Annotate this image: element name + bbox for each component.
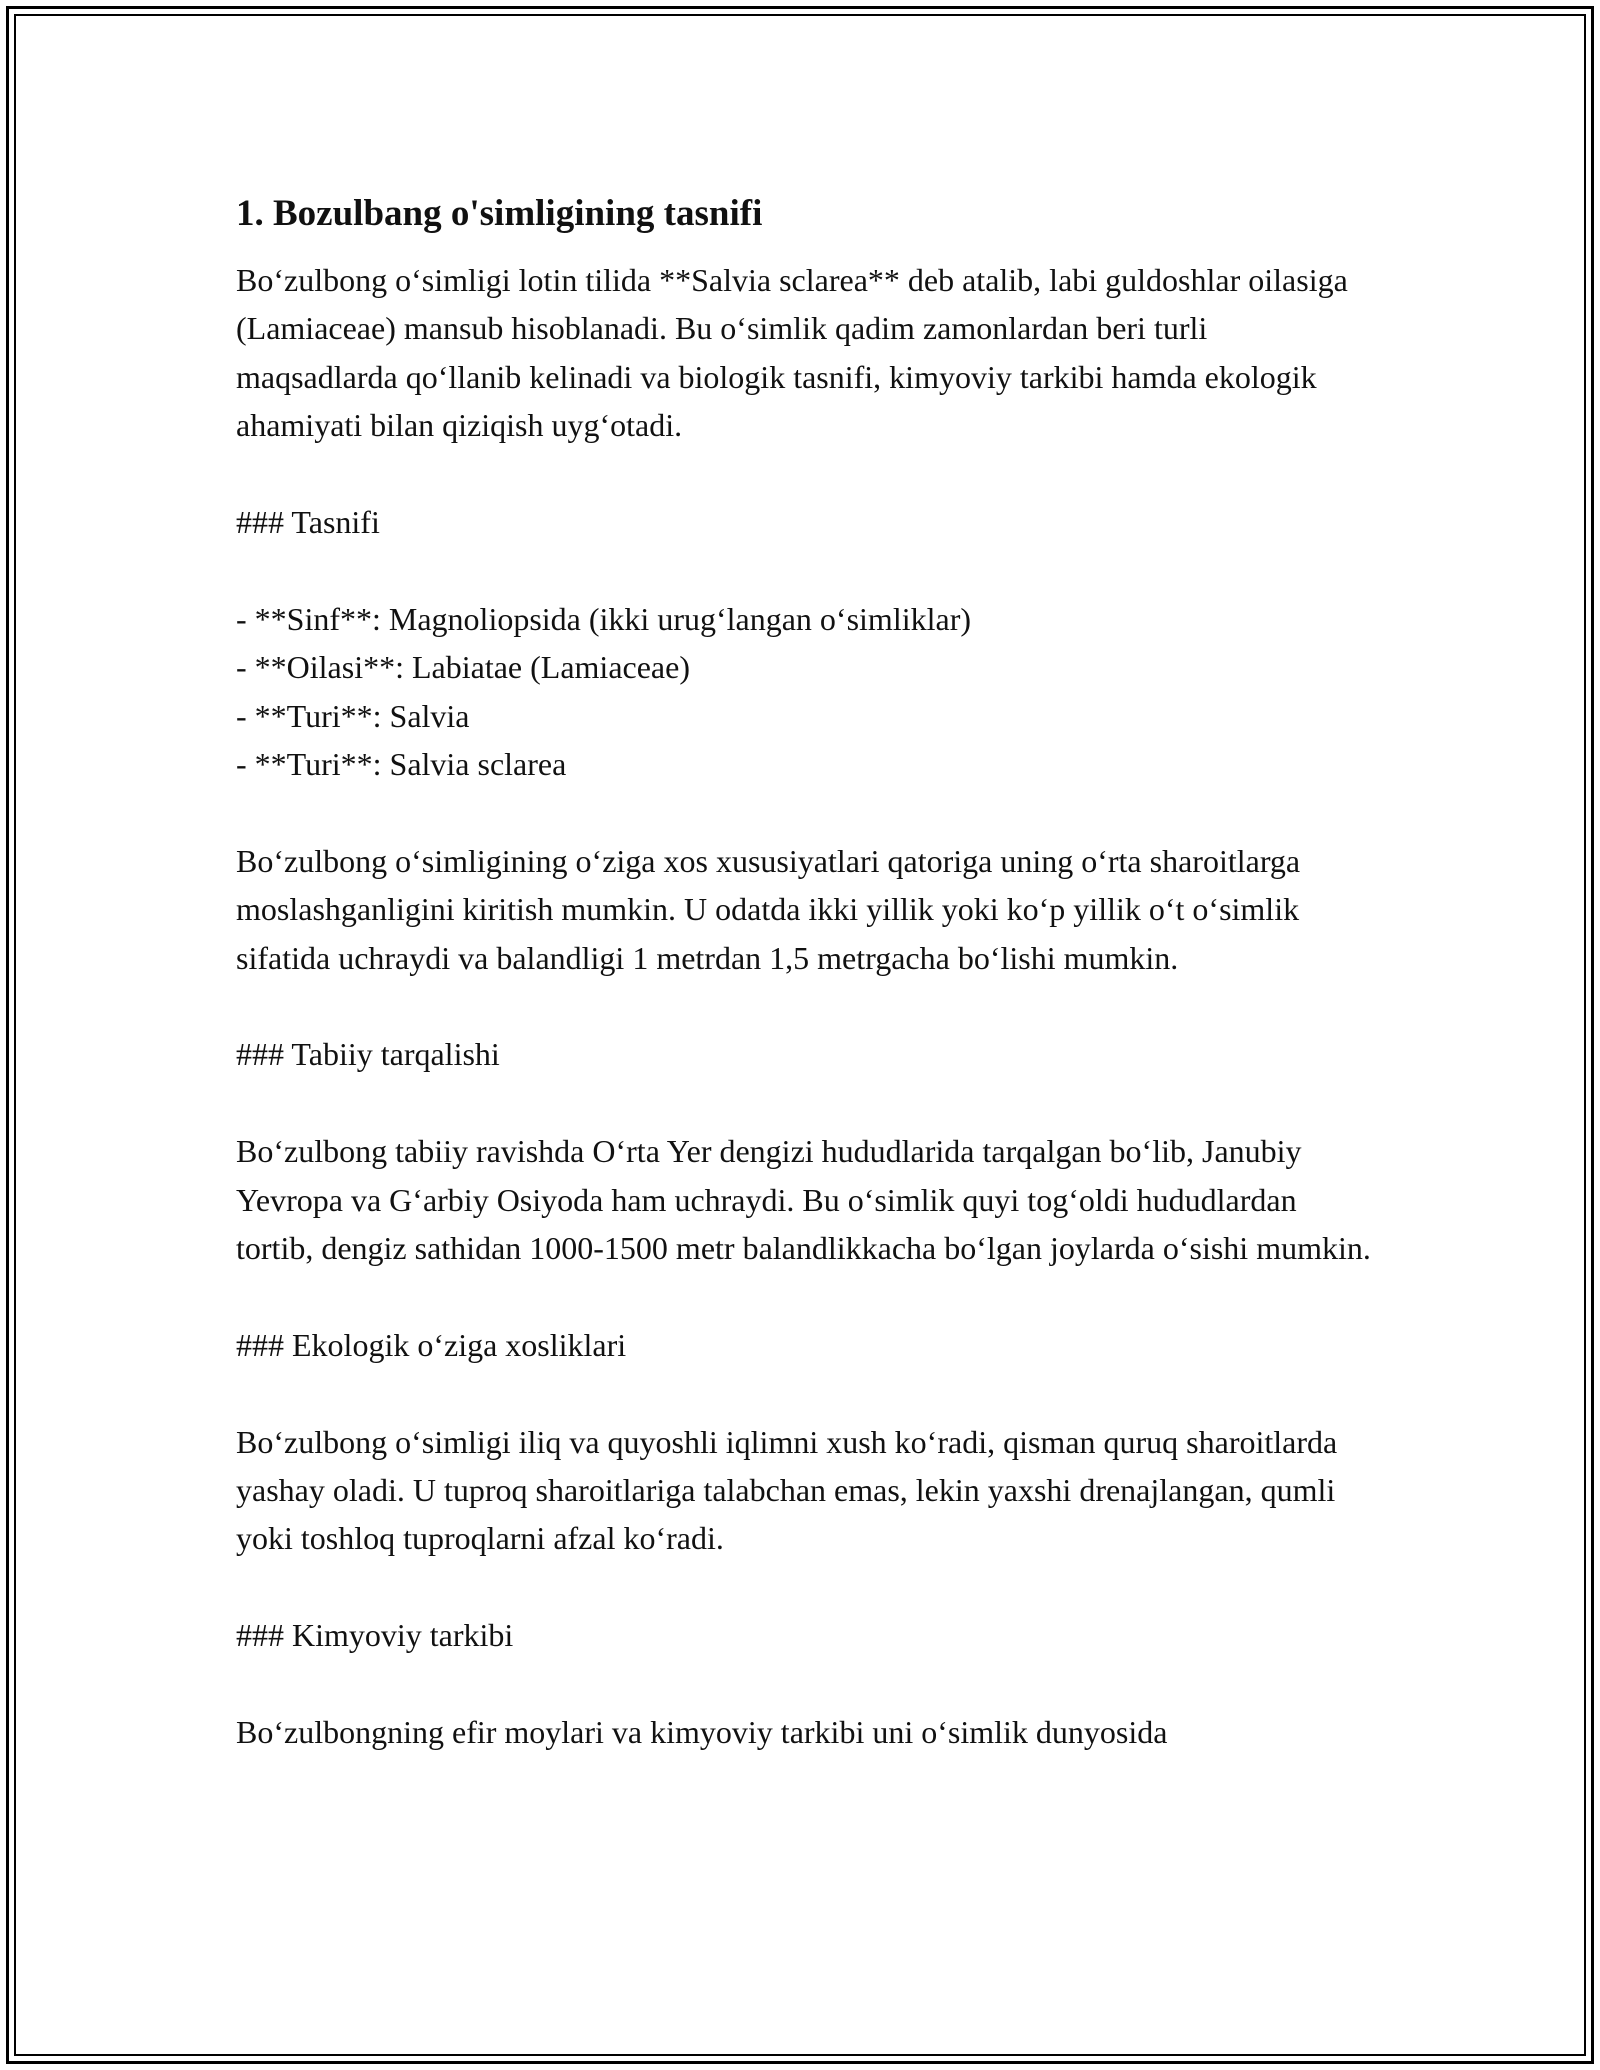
spacer [236,1369,1376,1417]
list-item: - **Turi**: Salvia [236,697,470,734]
spacer [236,1079,1376,1127]
characteristics-paragraph: Bo‘zulbong o‘simligining o‘ziga xos xususiyatlari qatoriga uning o‘rta sharoitlarga moslashganligini kiritish mumkin. U odatda ikki yillik yoki ko‘p yillik o‘t o‘simlik sifatida uchraydi va balandligi 1 metrdan 1,5 metrgacha bo‘lishi mumkin. [236,842,1309,976]
section-heading-tarqalishi: ### Tabiiy tarqalishi [236,1036,500,1073]
document-title: 1. Bozulbang o'simligining tasnifi [236,193,763,234]
spacer [236,1272,1376,1320]
list-item: - **Oilasi**: Labiatae (Lamiaceae) [236,649,690,686]
ecology-paragraph: Bo‘zulbong o‘simligi iliq va quyoshli iqlimni xush ko‘radi, qisman quruq sharoitlarda yashay oladi. U tuproq sharoitlariga talabchan emas, lekin yaxshi drenajlangan, qumli yoki toshloq tuproqlarni afzal ko‘radi. [236,1423,1346,1557]
list-item: - **Turi**: Salvia sclarea [236,746,567,783]
classification-list [236,595,1376,789]
intro-paragraph: Bo‘zulbong o‘simligi lotin tilida **Salvia sclarea** deb atalib, labi guldoshlar oilasiga (Lamiaceae) mansub hisoblanadi. Bu o‘simlik qadim zamonlardan beri turli maqsadlarda qo‘llanib kelinadi va biologik tasnifi, kimyoviy tarkibi hamda ekologik ahamiyati bilan qiziqish uyg‘otadi. [236,262,1356,444]
section-heading-ekologik: ### Ekologik o‘ziga xosliklari [236,1326,627,1363]
chemistry-paragraph: Bo‘zulbongning efir moylari va kimyoviy tarkibi uni o‘simlik dunyosida [236,1714,1168,1751]
document-body [236,186,1376,1756]
spacer [236,450,1376,498]
section-heading-tasnifi: ### Tasnifi [236,504,380,541]
distribution-paragraph: Bo‘zulbong tabiiy ravishda O‘rta Yer dengizi hududlarida tarqalgan bo‘lib, Janubiy Yevropa va G‘arbiy Osiyoda ham uchraydi. Bu o‘simlik quyi tog‘oldi hududlardan tortib, dengiz sathidan 1000-1500 metr balandlikkacha bo‘lgan joylarda o‘sishi mumkin. [236,1133,1371,1267]
spacer [236,982,1376,1030]
spacer [236,546,1376,594]
spacer [236,788,1376,836]
spacer [236,1660,1376,1708]
section-heading-kimyoviy: ### Kimyoviy tarkibi [236,1617,514,1654]
spacer [236,1563,1376,1611]
list-item: - **Sinf**: Magnoliopsida (ikki urug‘langan o‘simliklar) [236,600,971,637]
